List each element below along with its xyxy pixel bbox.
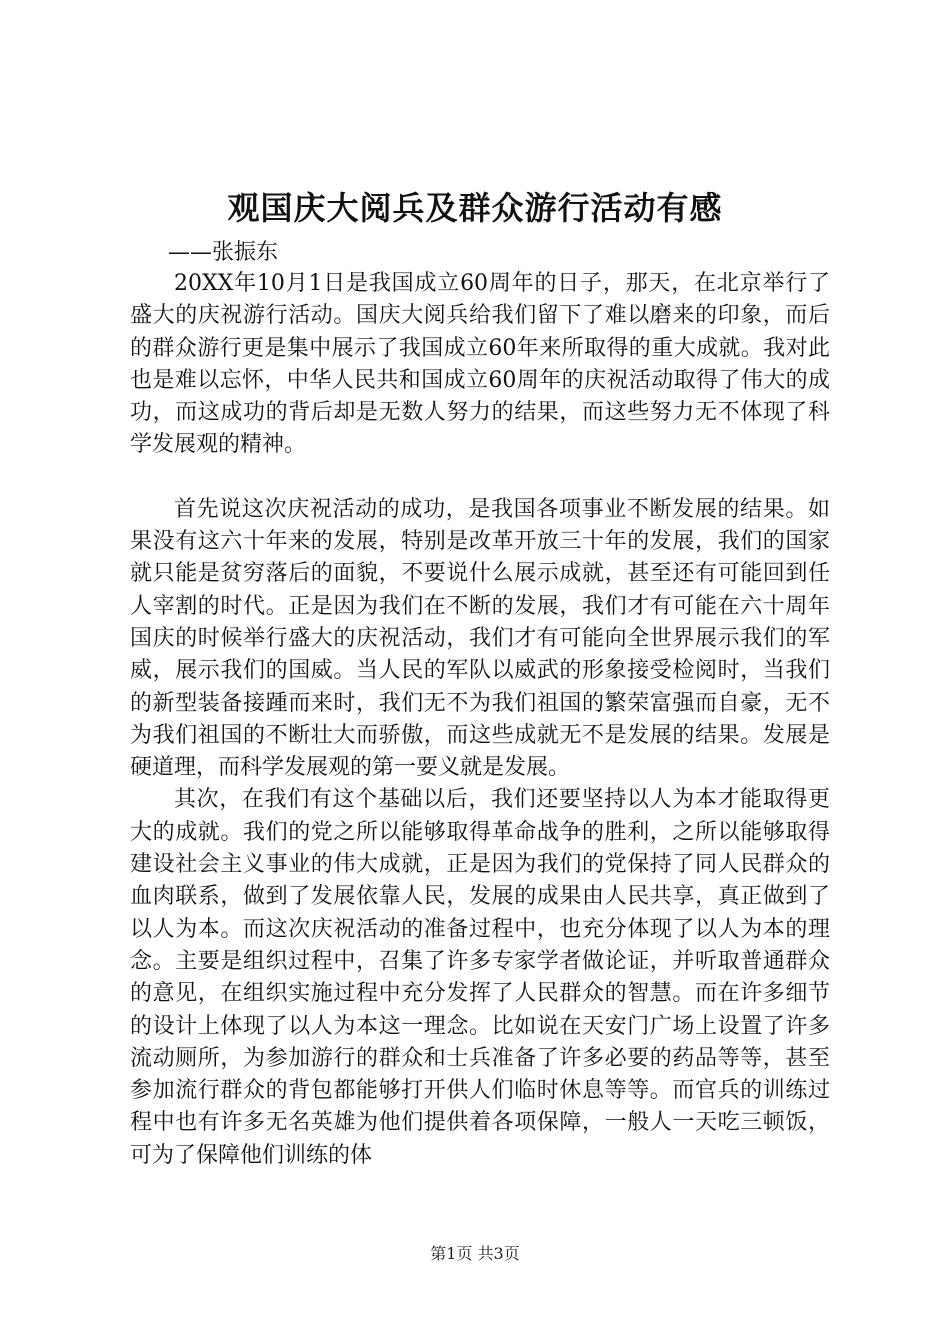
- paragraph-2: 首先说这次庆祝活动的成功，是我国各项事业不断发展的结果。如果没有这六十年来的发展，特别是改革开放三十年的发展，我们的国家就只能是贫穷落后的面貌，不要说什么展示成就，甚至还有可能回到任人宰割的时代。正是因为我们在不断的发展，我们才有可能在六十周年国庆的时候举行盛大的庆祝活动，我们才有可能向全世界展示我们的军威，展示我们的国威。当人民的军队以威武的形象接受检阅时，当我们的新型装备接踵而来时，我们无不为我们祖国的繁荣富强而自豪，无不为我们祖国的不断壮大而骄傲，而这些成就无不是发展的结果。发展是硬道理，而科学发展观的第一要义就是发展。: [130, 496, 830, 781]
- document-body: [130, 268, 830, 1172]
- author-line: ——张振东: [168, 240, 279, 265]
- document-title: 观国庆大阅兵及群众游行活动有感: [227, 189, 723, 227]
- paragraph-spacer: [130, 462, 830, 494]
- page-footer: 第1页 共3页: [430, 1244, 520, 1263]
- paragraph-1: 20XX年10月1日是我国成立60周年的日子，那天，在北京举行了盛大的庆祝游行活动。国庆大阅兵给我们留下了难以磨来的印象，而后的群众游行更是集中展示了我国成立60年来所取得的重大成就。我对此也是难以忘怀，中华人民共和国成立60周年的庆祝活动取得了伟大的成功，而这成功的背后却是无数人努力的结果，而这些努力无不体现了科学发展观的精神。: [130, 271, 830, 458]
- paragraph-3: 其次，在我们有这个基础以后，我们还要坚持以人为本才能取得更大的成就。我们的党之所以能够取得革命战争的胜利，之所以能够取得建设社会主义事业的伟大成就，正是因为我们的党保持了同人民群众的血肉联系，做到了发展依靠人民，发展的成果由人民共享，真正做到了以人为本。而这次庆祝活动的准备过程中，也充分体现了以人为本的理念。主要是组织过程中，召集了许多专家学者做论证，并听取普通群众的意见，在组织实施过程中充分发挥了人民群众的智慧。而在许多细节的设计上体现了以人为本这一理念。比如说在天安门广场上设置了许多流动厕所，为参加游行的群众和士兵准备了许多必要的药品等等，甚至参加流行群众的背包都能够打开供人们临时休息等等。而官兵的训练过程中也有许多无名英雄为他们提供着各项保障，一般人一天吃三顿饭，可为了保障他们训练的体: [130, 787, 830, 1168]
